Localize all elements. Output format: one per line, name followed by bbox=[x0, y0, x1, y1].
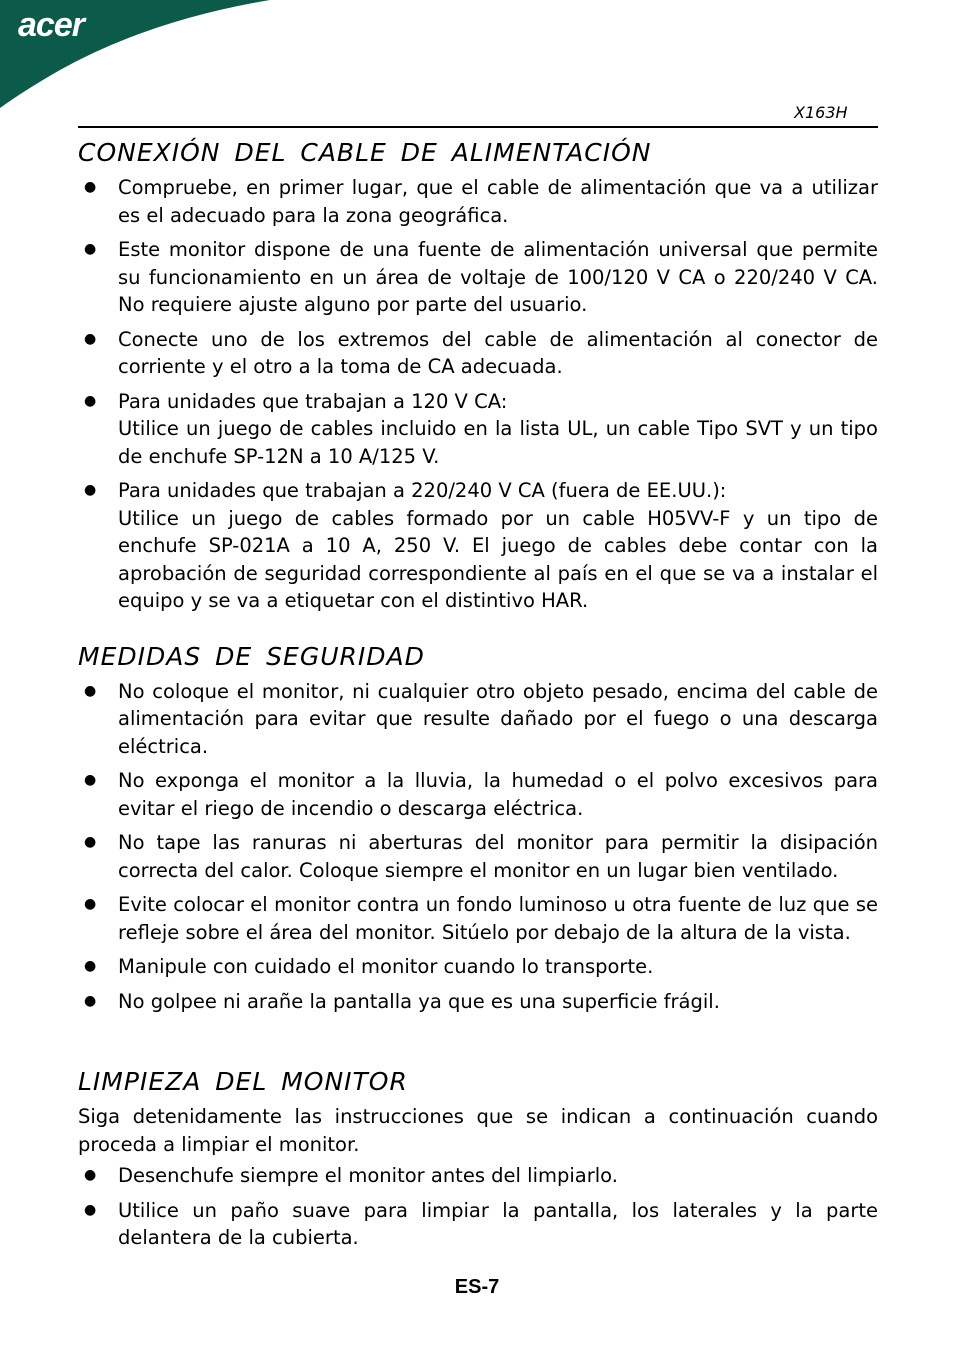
model-number: X163H bbox=[794, 103, 848, 122]
list-item: ● Utilice un paño suave para limpiar la pantalla, los laterales y la parte delantera de la cubierta. bbox=[84, 1198, 878, 1249]
list-item: ● Desenchufe siempre el monitor antes del limpiarlo. bbox=[78, 1162, 878, 1190]
page-content bbox=[78, 136, 878, 1259]
bullet-icon: ● bbox=[84, 834, 97, 850]
bullet-icon: ● bbox=[84, 241, 97, 257]
bullet-icon: ● bbox=[84, 1167, 97, 1183]
bullet-icon: ● bbox=[84, 896, 97, 912]
list-item: ● Para unidades que trabajan a 120 V CA: Utilice un juego de cables incluido en la lista UL, un cable Tipo SVT y un tipo de enchufe SP-12N a 10 A/125 V. bbox=[84, 389, 878, 468]
list-item: ● Manipule con cuidado el monitor cuando lo transporte. bbox=[78, 953, 878, 981]
page-number: ES-7 bbox=[454, 1276, 500, 1298]
list-item: ● Compruebe, en primer lugar, que el cable de alimentación que va a utilizar es el adecuado para la zona geográfica. bbox=[84, 176, 878, 227]
list-item: ● No golpee ni arañe la pantalla ya que es una superficie frágil. bbox=[78, 988, 878, 1016]
safety-list bbox=[78, 678, 878, 1016]
list-item: ● Para unidades que trabajan a 220/240 V CA (fuera de EE.UU.): Utilice un juego de cables formado por un cable H05VV-F y un tipo de enchufe SP-021A a 10 A, 250 V. El juego de cables debe contar con la aprobación de seguridad correspondiente al país en el que se va a instalar el equipo y se va a etiquetar con el distintivo HAR. bbox=[84, 479, 878, 612]
bullet-icon: ● bbox=[84, 179, 97, 195]
list-item: ● No coloque el monitor, ni cualquier otro objeto pesado, encima del cable de alimentación para evitar que resulte dañado por el fuego o una descarga eléctrica. bbox=[84, 679, 878, 758]
power-cable-list bbox=[78, 174, 878, 615]
bullet-icon: ● bbox=[84, 772, 97, 788]
section-title-cleaning: LIMPIEZA DEL MONITOR bbox=[78, 1067, 408, 1096]
section-title-safety: MEDIDAS DE SEGURIDAD bbox=[78, 641, 425, 671]
list-item: ● Conecte uno de los extremos del cable de alimentación al conector de corriente y el otro a la toma de CA adecuada. bbox=[84, 327, 878, 378]
bullet-icon: ● bbox=[84, 958, 97, 974]
list-item: ● Evite colocar el monitor contra un fondo luminoso u otra fuente de luz que se refleje sobre el área del monitor. Sitúelo por debajo de la altura de la vista. bbox=[84, 893, 878, 944]
acer-logo: acer bbox=[18, 6, 84, 44]
bullet-icon: ● bbox=[84, 1201, 97, 1218]
list-item: ● No exponga el monitor a la lluvia, la humedad o el polvo excesivos para evitar el riego de incendio o descarga eléctrica. bbox=[84, 769, 878, 820]
cleaning-intro: Siga detenidamente las instrucciones que se indican a continuación cuando proceda a limpiar el monitor. bbox=[78, 1105, 878, 1156]
bullet-icon: ● bbox=[84, 482, 97, 498]
list-item: ● No tape las ranuras ni aberturas del monitor para permitir la disipación correcta del calor. Coloque siempre el monitor en un lugar bien ventilado. bbox=[84, 831, 878, 882]
list-item: ● Este monitor dispone de una fuente de alimentación universal que permite su funcionamiento en un área de voltaje de 100/120 V CA o 220/240 V CA. No requiere ajuste alguno por parte del usuario. bbox=[84, 238, 878, 316]
header-rule bbox=[78, 126, 878, 128]
bullet-icon: ● bbox=[84, 392, 97, 409]
section-title-power-cable: CONEXIÓN DEL CABLE DE ALIMENTACIÓN bbox=[78, 138, 652, 167]
cleaning-list bbox=[78, 1162, 878, 1252]
bullet-icon: ● bbox=[84, 682, 97, 699]
bullet-icon: ● bbox=[84, 992, 97, 1009]
bullet-icon: ● bbox=[84, 330, 97, 347]
